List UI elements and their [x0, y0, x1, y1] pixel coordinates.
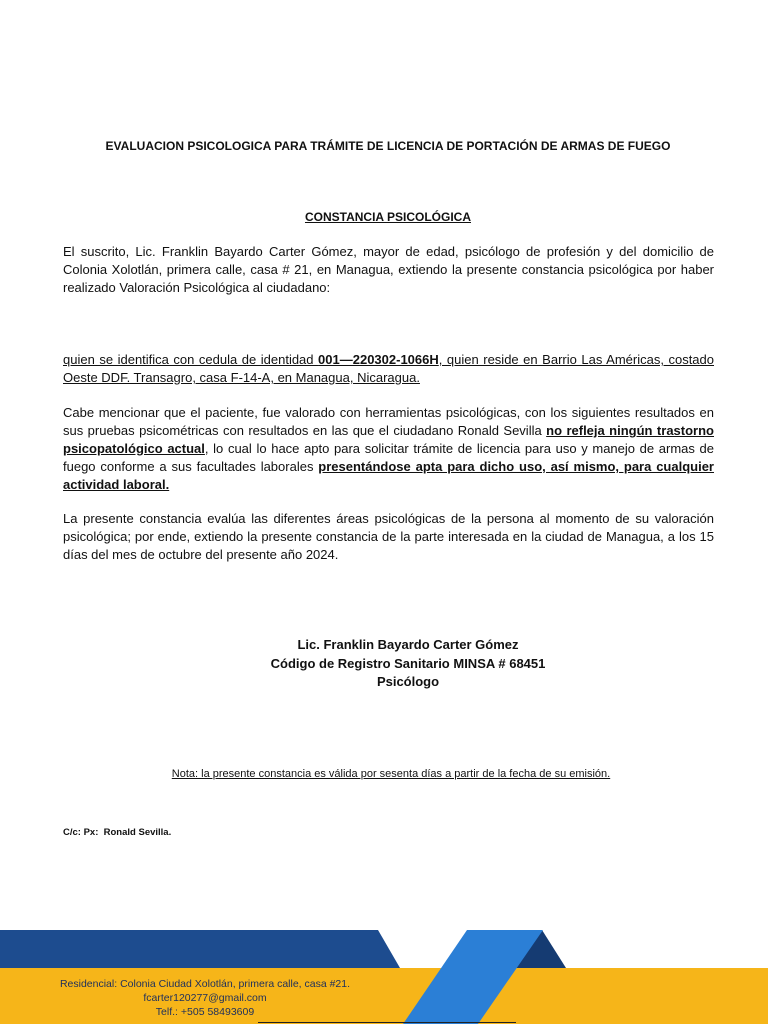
bottom-rule [258, 1022, 516, 1023]
identification-text-after: , quien reside en Barrio Las Américas, costado Oeste DDF. Transagro, casa F-14-A, en Managua, Nicaragua. [63, 352, 714, 385]
validity-note: Nota: la presente constancia es válida por sesenta días a partir de la fecha de su emisión. [171, 768, 611, 780]
signature-name: Lic. Franklin Bayardo Carter Gómez [297, 637, 519, 652]
footer-phone: Telf.: +505 58493609 [155, 1006, 255, 1018]
carbon-copy-line: C/c: Px: Ronald Sevilla. [63, 827, 172, 838]
closing-paragraph: La presente constancia evalúa las diferentes áreas psicológicas de la persona al momento de su valoración psicológica; por ende, extiendo la presente constancia de la parte interesada en la ciudad de Managua, a los 15 días del mes de octubre del presente año 2024. [63, 511, 714, 562]
evaluation-text-part2: , lo cual lo hace apto para solicitar trámite de licencia para uso y manejo de armas de fuego conforme a sus facultades laborales [63, 441, 715, 474]
evaluation-text-part1: Cabe mencionar que el paciente, fue valorado con herramientas psicológicas, con los siguientes resultados en sus pruebas psicométricas con resultados en las que el ciudadano Ronald Sevilla [63, 405, 714, 438]
footer-navy-band [0, 930, 400, 968]
intro-paragraph: El suscrito, Lic. Franklin Bayardo Carter Gómez, mayor de edad, psicólogo de profesión y del domicilio de Colonia Xolotlán, primera calle, casa # 21, en Managua, extiendo la presente constancia psicológica por haber realizado Valoración Psicológica al ciudadano: [63, 244, 714, 295]
id-number: 001—220302-1066H [318, 352, 439, 367]
signature-role: Psicólogo [376, 674, 440, 689]
evaluation-conclusion: presentándose apta para dicho uso, así mismo, para cualquier actividad laboral. [63, 459, 714, 492]
signature-registry: Código de Registro Sanitario MINSA # 68451 [270, 655, 546, 671]
identification-paragraph [63, 351, 714, 387]
signature-block [200, 636, 616, 692]
footer-address: Residencial: Colonia Ciudad Xolotlán, primera calle, casa #21. [59, 978, 351, 990]
certificate-heading: CONSTANCIA PSICOLÓGICA [304, 210, 471, 224]
footer-contact [30, 977, 380, 1019]
footer-email: fcarter120277@gmail.com [143, 992, 267, 1004]
identification-text-before: quien se identifica con cedula de identidad [63, 352, 319, 367]
document-title: EVALUACION PSICOLOGICA PARA TRÁMITE DE LICENCIA DE PORTACIÓN DE ARMAS DE FUEGO [105, 139, 671, 153]
evaluation-paragraph [63, 404, 714, 494]
evaluation-finding: no refleja ningún trastorno psicopatológico actual [63, 423, 714, 456]
